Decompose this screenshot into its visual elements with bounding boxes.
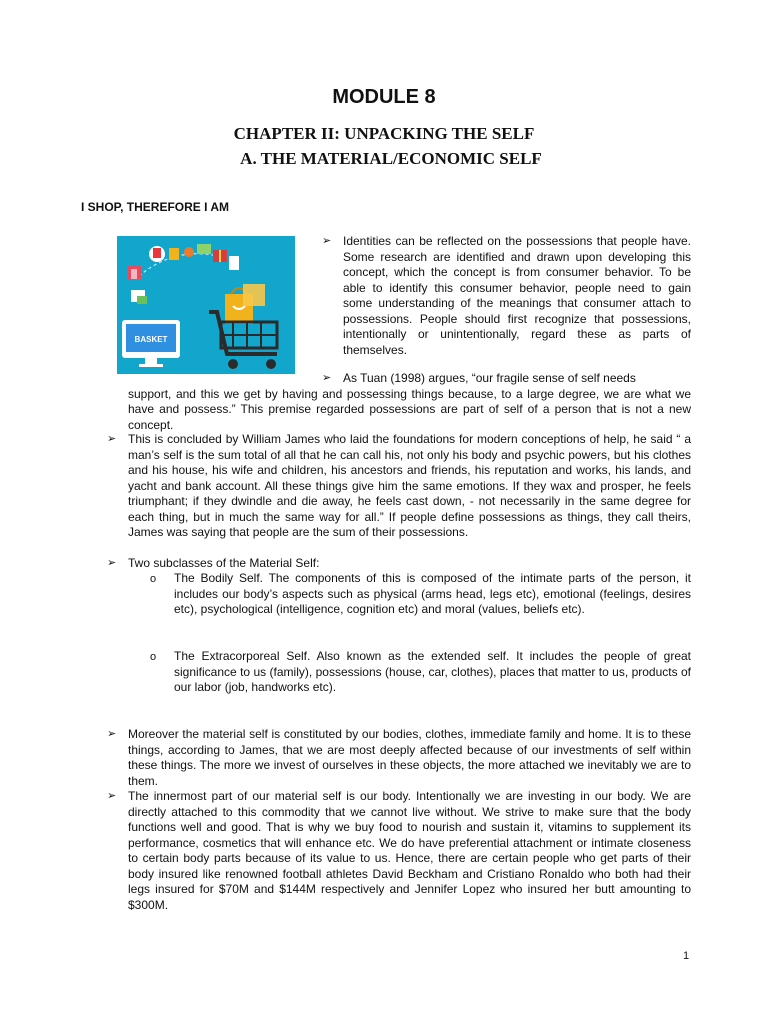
monitor-sign: BASKET — [134, 335, 168, 344]
money-icon — [197, 244, 211, 254]
module-title: MODULE 8 — [332, 86, 436, 108]
bullet-arrow-icon: ➢ — [107, 728, 117, 740]
sub-bullet-marker: o — [150, 573, 157, 585]
bullet-arrow-icon: ➢ — [322, 372, 332, 384]
box-icon — [169, 248, 179, 260]
paragraph-two-subclasses: Two subclasses of the Material Self: — [128, 556, 320, 570]
paragraph-bodily-self: The Bodily Self. The components of this is composed of the intimate parts of the person, it includes our body’s aspects such as physical (arms head, legs etc), emotional (feelings, desires etc), psychological (intelligence, cognition etc) and moral (values, beliefs etc). — [174, 571, 691, 616]
paragraph-innermost: The innermost part of our material self is our body. Intentionally we are investing in our body. We are directly attached to this commodity that we cannot live without. We strive to make sure that the body functions well and good. That is why we buy food to nourish and sustain it, vitamins to supplement its performance, cosmetics that will enhance etc. We do have preferential attachment or intimate closeness to certain body parts because of its value to us. Hence, there are certain people who get parts of their body insured like renowned football athletes David Beckham and Cristiano Ronaldo who both had their legs insured for $70M and $144M respectively and Jennifer Lopez who insured her butt amounting to $300M. — [128, 789, 691, 912]
section-title: A. THE MATERIAL/ECONOMIC SELF — [240, 149, 542, 168]
paragraph-tuan-first-line: As Tuan (1998) argues, “our fragile sense of self needs — [343, 371, 636, 385]
paragraph-tuan-continued: support, and this we get by having and possessing things because, to a large degree, we are what we have and possess.” This premise regarded possessions are part of self of a person that is not a new concept. — [128, 386, 691, 432]
shopping-illustration — [117, 236, 295, 374]
bullet-arrow-icon: ➢ — [107, 790, 117, 802]
paragraph-james: This is concluded by William James who laid the foundations for modern conceptions of help, he said “ a man’s self is the sum total of all that he can call his, not only his body and psychic powers, but his clothes and his house, his wife and children, his ancestors and friends, his reputation and works, his lands, and yacht and bank account. All these things give him the same emotions. If they wax and prosper, he feels triumphant; if they dwindle and die away, he feels cast down, - not necessarily in the same degree for each thing, but in much the same way for all.” If people define possessions as things, they call theirs, James was saying that people are the sum of their possessions. — [128, 432, 691, 539]
chapter-title: CHAPTER II: UNPACKING THE SELF — [233, 124, 535, 143]
paragraph-extracorporeal-self: The Extracorporeal Self. Also known as the extended self. It includes the people of great significance to us (family), possessions (house, car, clothes), places that matter to us, products of our labor (job, handworks etc). — [174, 649, 691, 694]
bullet-arrow-icon: ➢ — [322, 235, 332, 247]
bottle-icon — [229, 256, 239, 270]
paragraph-identities: Identities can be reflected on the possessions that people have. Some research are identified and drawn upon developing this concept, which the concept is from consumer behavior. To be able to identify this consumer behavior, people need to gain some understanding of the meanings that consumer attach to possessions. People should first recognize that possessions, intentionally or unintentionally, regard these as parts of themselves. — [343, 234, 691, 357]
subsection-heading: I SHOP, THEREFORE I AM — [81, 200, 230, 214]
paragraph-moreover: Moreover the material self is constituted by our bodies, clothes, immediate family and home. It is to these things, according to James, that we are most deeply affected because of our investments of self within these things. The more we invest of ourselves in these objects, the more attached we inevitably we are to them. — [128, 727, 691, 788]
page-number: 1 — [683, 950, 690, 962]
bullet-arrow-icon: ➢ — [107, 557, 117, 569]
coin-icon — [184, 247, 194, 257]
sub-bullet-marker: o — [150, 651, 157, 663]
bullet-arrow-icon: ➢ — [107, 433, 117, 445]
